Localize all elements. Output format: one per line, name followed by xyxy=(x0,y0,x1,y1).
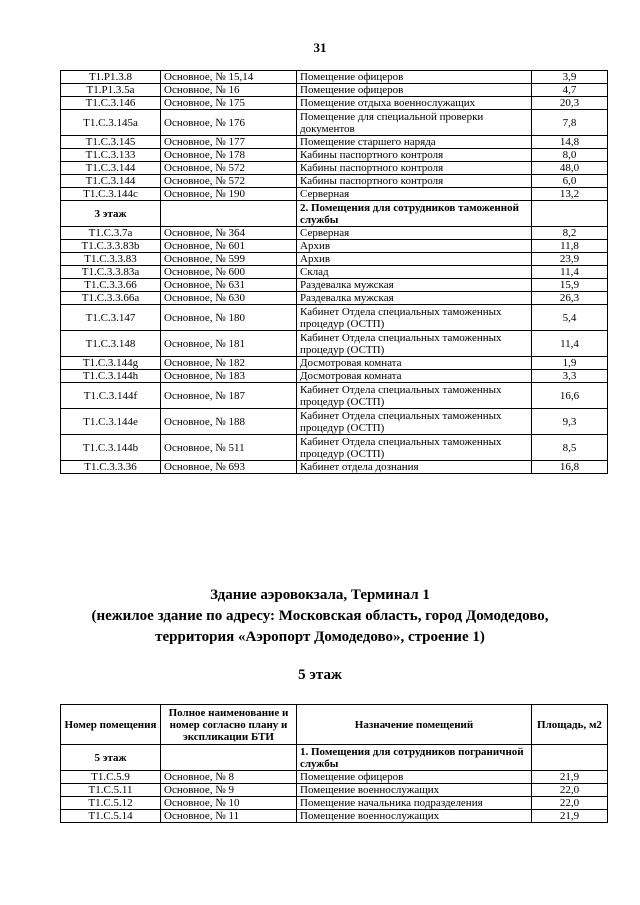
room-purpose-cell: Раздевалка мужская xyxy=(297,292,532,305)
area-cell: 22,0 xyxy=(532,784,608,797)
room-purpose-cell: Архив xyxy=(297,253,532,266)
room-purpose-cell: Помещение военнослужащих xyxy=(297,784,532,797)
plan-reference-cell xyxy=(161,745,297,771)
room-purpose-cell: Кабинет Отдела специальных таможенных процедур (ОСТП) xyxy=(297,383,532,409)
room-purpose-cell: Кабинет Отдела специальных таможенных процедур (ОСТП) xyxy=(297,331,532,357)
table-row xyxy=(61,810,608,823)
plan-reference-cell: Основное, № 190 xyxy=(161,188,297,201)
room-purpose-cell: Помещение военнослужащих xyxy=(297,810,532,823)
header-area: Площадь, м2 xyxy=(532,705,608,745)
area-cell: 15,9 xyxy=(532,279,608,292)
room-purpose-cell: Помещение начальника подразделения xyxy=(297,797,532,810)
room-purpose-cell: Кабинет Отдела специальных таможенных процедур (ОСТП) xyxy=(297,409,532,435)
area-cell: 26,3 xyxy=(532,292,608,305)
table-row xyxy=(61,84,608,97)
room-purpose-cell: Раздевалка мужская xyxy=(297,279,532,292)
plan-reference-cell: Основное, № 187 xyxy=(161,383,297,409)
area-cell: 6,0 xyxy=(532,175,608,188)
room-purpose-cell: Кабины паспортного контроля xyxy=(297,162,532,175)
room-number-cell: Т1.С.3.144 xyxy=(61,175,161,188)
plan-reference-cell: Основное, № 364 xyxy=(161,227,297,240)
plan-reference-cell: Основное, № 175 xyxy=(161,97,297,110)
table-row xyxy=(61,266,608,279)
header-purpose: Назначение помещений xyxy=(297,705,532,745)
building-address-line-2: территория «Аэропорт Домодедово», строение 1) xyxy=(155,629,485,645)
plan-reference-cell: Основное, № 180 xyxy=(161,305,297,331)
area-cell: 21,9 xyxy=(532,810,608,823)
table-row xyxy=(61,331,608,357)
room-purpose-cell: Кабины паспортного контроля xyxy=(297,149,532,162)
plan-reference-cell: Основное, № 511 xyxy=(161,435,297,461)
room-number-cell: Т1.С.3.144с xyxy=(61,188,161,201)
table-row xyxy=(61,188,608,201)
room-number-cell: Т1.С.5.9 xyxy=(61,771,161,784)
header-plan-name: Полное наименование и номер согласно плану и экспликации БТИ xyxy=(161,705,297,745)
table-row xyxy=(61,227,608,240)
room-number-cell: 5 этаж xyxy=(61,745,161,771)
table-row xyxy=(61,409,608,435)
table-row xyxy=(61,771,608,784)
area-cell: 9,3 xyxy=(532,409,608,435)
area-cell: 8,2 xyxy=(532,227,608,240)
room-purpose-cell: Серверная xyxy=(297,227,532,240)
header-room-number: Номер помещения xyxy=(61,705,161,745)
room-number-cell: Т1.С.3.145а xyxy=(61,110,161,136)
page-number: 31 xyxy=(313,40,327,55)
plan-reference-cell: Основное, № 182 xyxy=(161,357,297,370)
plan-reference-cell: Основное, № 630 xyxy=(161,292,297,305)
area-cell: 13,2 xyxy=(532,188,608,201)
room-number-cell: Т1.С.3.144f xyxy=(61,383,161,409)
table-row xyxy=(61,97,608,110)
table-row xyxy=(61,370,608,383)
area-cell: 20,3 xyxy=(532,97,608,110)
plan-reference-cell: Основное, № 11 xyxy=(161,810,297,823)
room-number-cell: Т1.С.3.3.83 xyxy=(61,253,161,266)
room-number-cell: Т1.С.3.144g xyxy=(61,357,161,370)
room-purpose-cell: Серверная xyxy=(297,188,532,201)
table-row xyxy=(61,253,608,266)
area-cell: 3,9 xyxy=(532,71,608,84)
plan-reference-cell: Основное, № 188 xyxy=(161,409,297,435)
room-number-cell: Т1.С.3.145 xyxy=(61,136,161,149)
section-row xyxy=(61,201,608,227)
table-row xyxy=(61,240,608,253)
area-cell xyxy=(532,201,608,227)
table-row xyxy=(61,784,608,797)
area-cell: 8,5 xyxy=(532,435,608,461)
room-number-cell: Т1.С.3.148 xyxy=(61,331,161,357)
building-title: Здание аэровокзала, Терминал 1 xyxy=(210,587,430,603)
area-cell xyxy=(532,745,608,771)
plan-reference-cell: Основное, № 176 xyxy=(161,110,297,136)
table-row xyxy=(61,461,608,474)
room-number-cell: Т1.С.3.144 xyxy=(61,162,161,175)
room-number-cell: Т1.С.3.144b xyxy=(61,435,161,461)
plan-reference-cell: Основное, № 572 xyxy=(161,175,297,188)
room-number-cell: Т1.С.3.144h xyxy=(61,370,161,383)
area-cell: 1,9 xyxy=(532,357,608,370)
room-number-cell: Т1.С.5.11 xyxy=(61,784,161,797)
table-row xyxy=(61,305,608,331)
table-row xyxy=(61,110,608,136)
room-number-cell: Т1.С.3.3.83а xyxy=(61,266,161,279)
room-number-cell: Т1.С.3.7а xyxy=(61,227,161,240)
room-number-cell: Т1.С.3.144е xyxy=(61,409,161,435)
table-row xyxy=(61,797,608,810)
plan-reference-cell: Основное, № 8 xyxy=(161,771,297,784)
area-cell: 4,7 xyxy=(532,84,608,97)
room-purpose-cell: Помещение офицеров xyxy=(297,84,532,97)
floor-title: 5 этаж xyxy=(298,667,342,683)
plan-reference-cell xyxy=(161,201,297,227)
table-row xyxy=(61,136,608,149)
room-purpose-cell: Помещение офицеров xyxy=(297,771,532,784)
room-purpose-cell: Кабинет Отдела специальных таможенных процедур (ОСТП) xyxy=(297,435,532,461)
room-purpose-cell: Кабины паспортного контроля xyxy=(297,175,532,188)
table-row xyxy=(61,435,608,461)
room-purpose-cell: Кабинет Отдела специальных таможенных процедур (ОСТП) xyxy=(297,305,532,331)
area-cell: 48,0 xyxy=(532,162,608,175)
plan-reference-cell: Основное, № 178 xyxy=(161,149,297,162)
room-purpose-cell: Кабинет отдела дознания xyxy=(297,461,532,474)
plan-reference-cell: Основное, № 572 xyxy=(161,162,297,175)
table-row xyxy=(61,279,608,292)
room-purpose-cell: Помещение офицеров xyxy=(297,71,532,84)
room-number-cell: Т1.С.3.3.83b xyxy=(61,240,161,253)
room-purpose-cell: Досмотровая комната xyxy=(297,370,532,383)
plan-reference-cell: Основное, № 600 xyxy=(161,266,297,279)
room-purpose-cell: Досмотровая комната xyxy=(297,357,532,370)
area-cell: 8,0 xyxy=(532,149,608,162)
area-cell: 11,4 xyxy=(532,266,608,279)
room-purpose-cell: 1. Помещения для сотрудников пограничной службы xyxy=(297,745,532,771)
area-cell: 22,0 xyxy=(532,797,608,810)
room-number-cell: Т1.С.3.3.66 xyxy=(61,279,161,292)
plan-reference-cell: Основное, № 183 xyxy=(161,370,297,383)
room-purpose-cell: 2. Помещения для сотрудников таможенной службы xyxy=(297,201,532,227)
plan-reference-cell: Основное, № 601 xyxy=(161,240,297,253)
table-row xyxy=(61,357,608,370)
room-number-cell: Т1.С.3.3.36 xyxy=(61,461,161,474)
room-number-cell: 3 этаж xyxy=(61,201,161,227)
area-cell: 23,9 xyxy=(532,253,608,266)
room-number-cell: Т1.С.5.14 xyxy=(61,810,161,823)
plan-reference-cell: Основное, № 599 xyxy=(161,253,297,266)
plan-reference-cell: Основное, № 181 xyxy=(161,331,297,357)
area-cell: 11,4 xyxy=(532,331,608,357)
table-row xyxy=(61,162,608,175)
rooms-table-floor-3 xyxy=(60,70,608,474)
plan-reference-cell: Основное, № 16 xyxy=(161,84,297,97)
room-purpose-cell: Архив xyxy=(297,240,532,253)
room-purpose-cell: Помещение отдыха военнослужащих xyxy=(297,97,532,110)
room-number-cell: Т1.С.3.146 xyxy=(61,97,161,110)
table-header-row xyxy=(61,705,608,745)
plan-reference-cell: Основное, № 15,14 xyxy=(161,71,297,84)
rooms-table-floor-5 xyxy=(60,704,608,823)
building-address-line-1: (нежилое здание по адресу: Московская область, город Домодедово, xyxy=(91,608,549,624)
area-cell: 14,8 xyxy=(532,136,608,149)
section-row xyxy=(61,745,608,771)
area-cell: 21,9 xyxy=(532,771,608,784)
room-number-cell: Т1.Р1.3.5а xyxy=(61,84,161,97)
table-row xyxy=(61,149,608,162)
area-cell: 16,8 xyxy=(532,461,608,474)
table-row xyxy=(61,175,608,188)
area-cell: 16,6 xyxy=(532,383,608,409)
room-number-cell: Т1.С.3.147 xyxy=(61,305,161,331)
room-number-cell: Т1.С.3.3.66а xyxy=(61,292,161,305)
table-row xyxy=(61,71,608,84)
area-cell: 7,8 xyxy=(532,110,608,136)
plan-reference-cell: Основное, № 177 xyxy=(161,136,297,149)
room-purpose-cell: Помещение для специальной проверки документов xyxy=(297,110,532,136)
room-number-cell: Т1.С.3.133 xyxy=(61,149,161,162)
plan-reference-cell: Основное, № 10 xyxy=(161,797,297,810)
plan-reference-cell: Основное, № 9 xyxy=(161,784,297,797)
room-purpose-cell: Помещение старшего наряда xyxy=(297,136,532,149)
table-row xyxy=(61,292,608,305)
plan-reference-cell: Основное, № 631 xyxy=(161,279,297,292)
room-number-cell: Т1.Р1.3.8 xyxy=(61,71,161,84)
area-cell: 5,4 xyxy=(532,305,608,331)
area-cell: 3,3 xyxy=(532,370,608,383)
table-row xyxy=(61,383,608,409)
area-cell: 11,8 xyxy=(532,240,608,253)
room-purpose-cell: Склад xyxy=(297,266,532,279)
room-number-cell: Т1.С.5.12 xyxy=(61,797,161,810)
plan-reference-cell: Основное, № 693 xyxy=(161,461,297,474)
